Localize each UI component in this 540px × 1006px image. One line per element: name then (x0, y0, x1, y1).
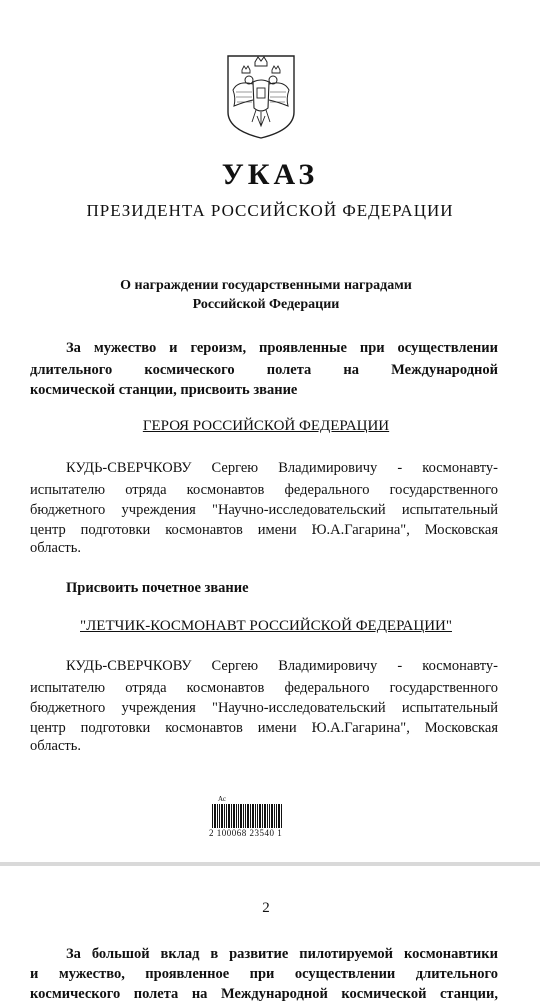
barcode-digits: 2 100068 23540 1 (209, 828, 283, 838)
recipient-text-line: КУДЬ-СВЕРЧКОВУ Сергею Владимировичу - космонавту- (66, 658, 498, 674)
section1-intro-line: За мужество и героизм, проявленные при осуществлении (66, 340, 498, 356)
barcode-mark: Ас (218, 795, 226, 803)
recipient-text-line: центр подготовки космонавтов имени Ю.А.Гагарина", Московская (30, 720, 498, 736)
recipient-text-line: область. (30, 540, 81, 556)
recipient-text-line: КУДЬ-СВЕРЧКОВУ Сергею Владимировичу - космонавту- (66, 460, 498, 476)
recipient-text-line: центр подготовки космонавтов имени Ю.А.Гагарина", Московская (30, 522, 498, 538)
award-title-hero: ГЕРОЯ РОССИЙСКОЙ ФЕДЕРАЦИИ (142, 418, 390, 434)
section1-intro-line: длительного космического полета на Международной (30, 362, 498, 378)
document-issuer: ПРЕЗИДЕНТА РОССИЙСКОЙ ФЕДЕРАЦИИ (86, 201, 454, 220)
recipient-text-line: бюджетного учреждения "Научно-исследовательский испытательный (30, 502, 498, 518)
recipient-text-line: испытателю отряда космонавтов федерального государственного (30, 482, 498, 498)
recipient-text-line: испытателю отряда космонавтов федерального государственного (30, 680, 498, 696)
barcode-graphic (212, 794, 284, 828)
decree-subject-line: Российской Федерации (192, 297, 340, 312)
decree-subject-line: О награждении государственными наградами (120, 278, 412, 293)
decree-subject (0, 276, 532, 314)
recipient-text-line: область. (30, 738, 81, 754)
document-title: УКАЗ (221, 158, 319, 191)
page2-text-line: космического полета на Международной космической станции, (30, 986, 498, 1002)
section2-intro: Присвоить почетное звание (66, 580, 249, 596)
section1-intro-line: космической станции, присвоить звание (30, 382, 298, 398)
coat-of-arms-emblem (222, 50, 300, 140)
document-page-2 (0, 866, 540, 1006)
recipient-text-line: бюджетного учреждения "Научно-исследовательский испытательный (30, 700, 498, 716)
page2-text-line: и мужество, проявленное при осуществлении длительного (30, 966, 498, 982)
page2-text-line: За большой вклад в развитие пилотируемой космонавтики (66, 946, 498, 962)
award-title-cosmonaut: "ЛЕТЧИК-КОСМОНАВТ РОССИЙСКОЙ ФЕДЕРАЦИИ" (80, 618, 452, 634)
page-number: 2 (262, 900, 270, 916)
